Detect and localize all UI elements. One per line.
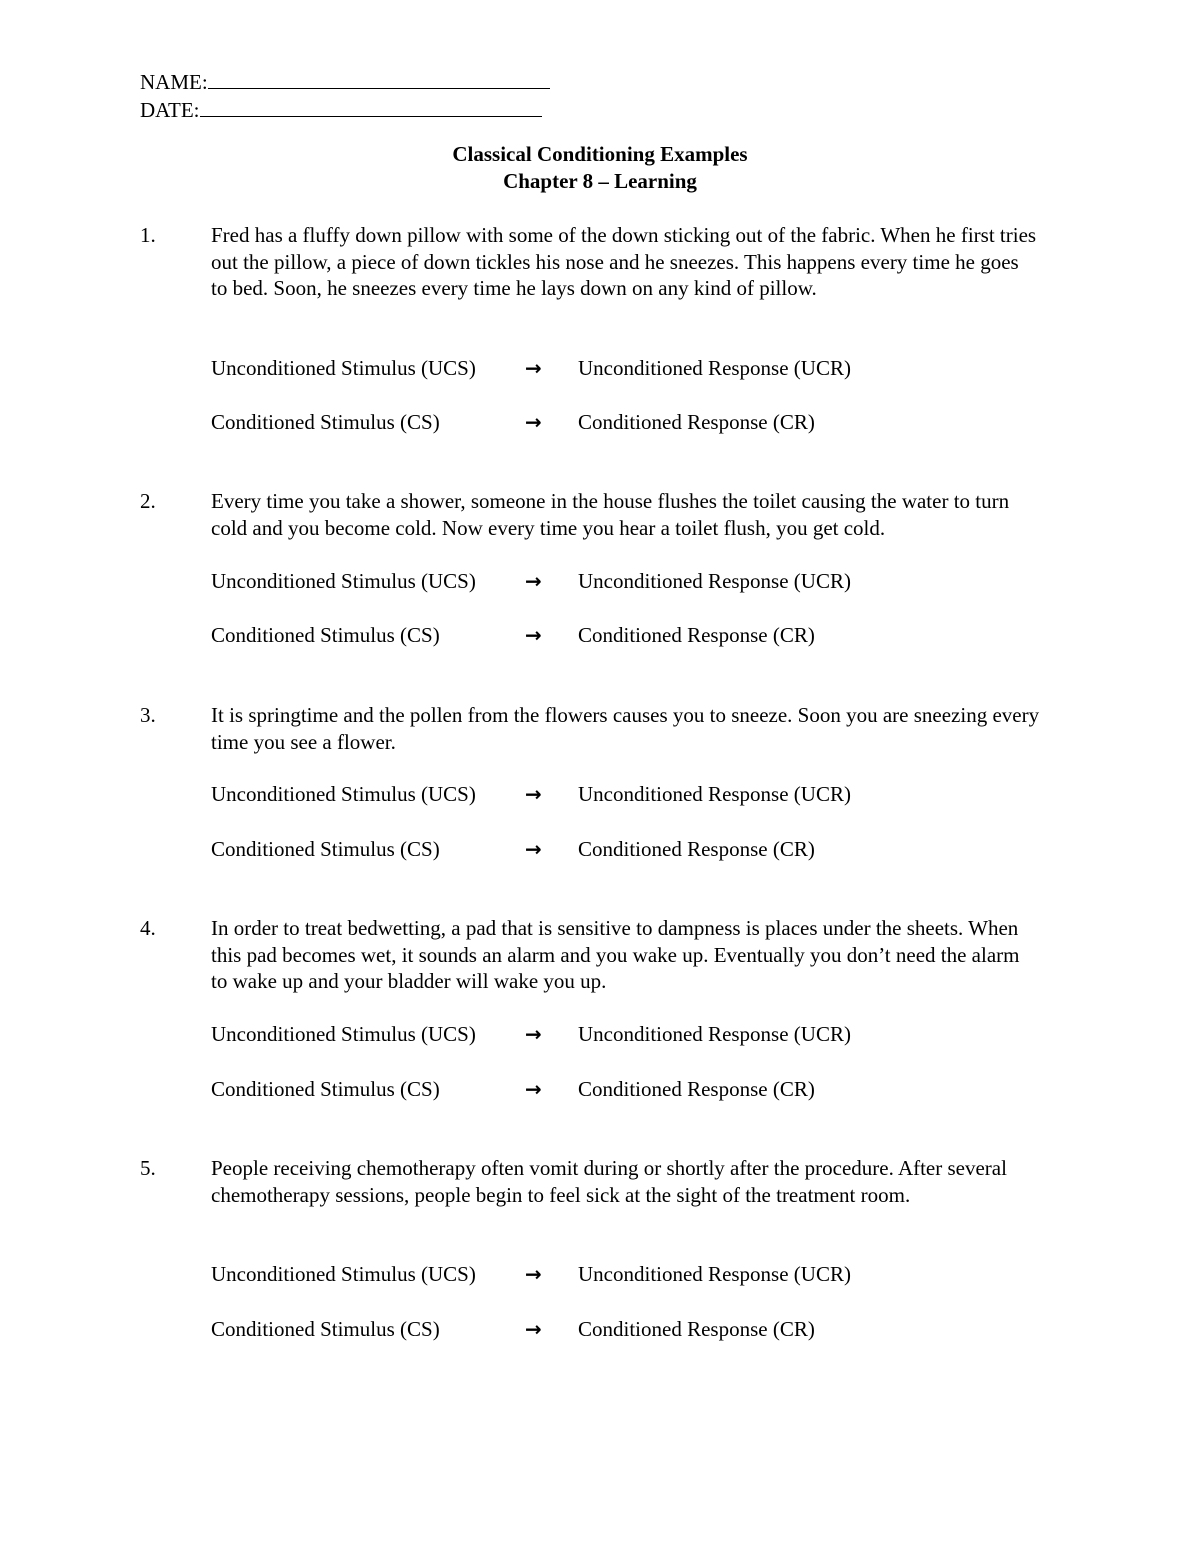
cs-label: Conditioned Stimulus (CS) (211, 1077, 440, 1101)
ucr-label: Unconditioned Response (UCR) (578, 782, 851, 806)
q5-cs-cr-row (211, 1316, 911, 1343)
right-arrow-icon: → (525, 410, 542, 434)
cr-label: Conditioned Response (CR) (578, 623, 815, 647)
cs-label: Conditioned Stimulus (CS) (211, 623, 440, 647)
name-blank-line[interactable] (208, 68, 550, 89)
right-arrow-icon: → (525, 1022, 542, 1046)
question-number: 5. (140, 1156, 156, 1180)
right-arrow-icon: → (525, 623, 542, 647)
cs-label: Conditioned Stimulus (CS) (211, 1317, 440, 1341)
right-arrow-icon: → (525, 569, 542, 593)
date-label: DATE: (140, 98, 200, 122)
cr-label: Conditioned Response (CR) (578, 837, 815, 861)
cs-label: Conditioned Stimulus (CS) (211, 837, 440, 861)
ucr-label: Unconditioned Response (UCR) (578, 1262, 851, 1286)
cr-label: Conditioned Response (CR) (578, 1077, 815, 1101)
ucs-label: Unconditioned Stimulus (UCS) (211, 569, 476, 593)
document-title (0, 141, 1200, 195)
question-text: Fred has a fluffy down pillow with some of the down sticking out of the fabric. When he first tries out the pillow, a piece of down tickles his nose and he sneezes. This happens every time he goes to bed. Soon, he sneezes every time he lays down on any kind of pillow. (211, 223, 1037, 300)
ucr-label: Unconditioned Response (UCR) (578, 569, 851, 593)
ucs-label: Unconditioned Stimulus (UCS) (211, 1262, 476, 1286)
right-arrow-icon: → (525, 1317, 542, 1341)
question-number: 2. (140, 489, 156, 513)
q5-ucs-ucr-row (211, 1261, 911, 1288)
title-line-1: Classical Conditioning Examples (452, 142, 748, 166)
q4-ucs-ucr-row (211, 1021, 911, 1048)
q3-cs-cr-row (211, 836, 911, 863)
right-arrow-icon: → (525, 1077, 542, 1101)
right-arrow-icon: → (525, 837, 542, 861)
date-field-row (140, 96, 542, 124)
cr-label: Conditioned Response (CR) (578, 410, 815, 434)
date-blank-line[interactable] (200, 96, 542, 117)
ucs-label: Unconditioned Stimulus (UCS) (211, 1022, 476, 1046)
right-arrow-icon: → (525, 1262, 542, 1286)
name-label: NAME: (140, 70, 208, 94)
q4-cs-cr-row (211, 1076, 911, 1103)
question-number: 4. (140, 916, 156, 940)
question-text: People receiving chemotherapy often vomit during or shortly after the procedure. After several chemotherapy sessions, people begin to feel sick at the sight of the treatment room. (211, 1156, 1007, 1207)
q1-ucs-ucr-row (211, 355, 911, 382)
ucr-label: Unconditioned Response (UCR) (578, 1022, 851, 1046)
q1-cs-cr-row (211, 409, 911, 436)
question-number: 1. (140, 223, 156, 247)
q3-ucs-ucr-row (211, 781, 911, 808)
cs-label: Conditioned Stimulus (CS) (211, 410, 440, 434)
right-arrow-icon: → (525, 356, 542, 380)
question-text: In order to treat bedwetting, a pad that is sensitive to dampness is places under the sheets. When this pad becomes wet, it sounds an alarm and you wake up. Eventually you don’t need the alarm to wake up and your bladder will wake you up. (211, 916, 1020, 993)
q2-cs-cr-row (211, 622, 911, 649)
name-field-row (140, 68, 550, 96)
question-number: 3. (140, 703, 156, 727)
ucr-label: Unconditioned Response (UCR) (578, 356, 851, 380)
ucs-label: Unconditioned Stimulus (UCS) (211, 782, 476, 806)
q2-ucs-ucr-row (211, 568, 911, 595)
question-text: It is springtime and the pollen from the flowers causes you to sneeze. Soon you are sneezing every time you see a flower. (211, 703, 1040, 754)
ucs-label: Unconditioned Stimulus (UCS) (211, 356, 476, 380)
cr-label: Conditioned Response (CR) (578, 1317, 815, 1341)
title-line-2: Chapter 8 – Learning (503, 169, 697, 193)
right-arrow-icon: → (525, 782, 542, 806)
question-text: Every time you take a shower, someone in the house flushes the toilet causing the water to turn cold and you become cold. Now every time you hear a toilet flush, you get cold. (211, 489, 1010, 540)
